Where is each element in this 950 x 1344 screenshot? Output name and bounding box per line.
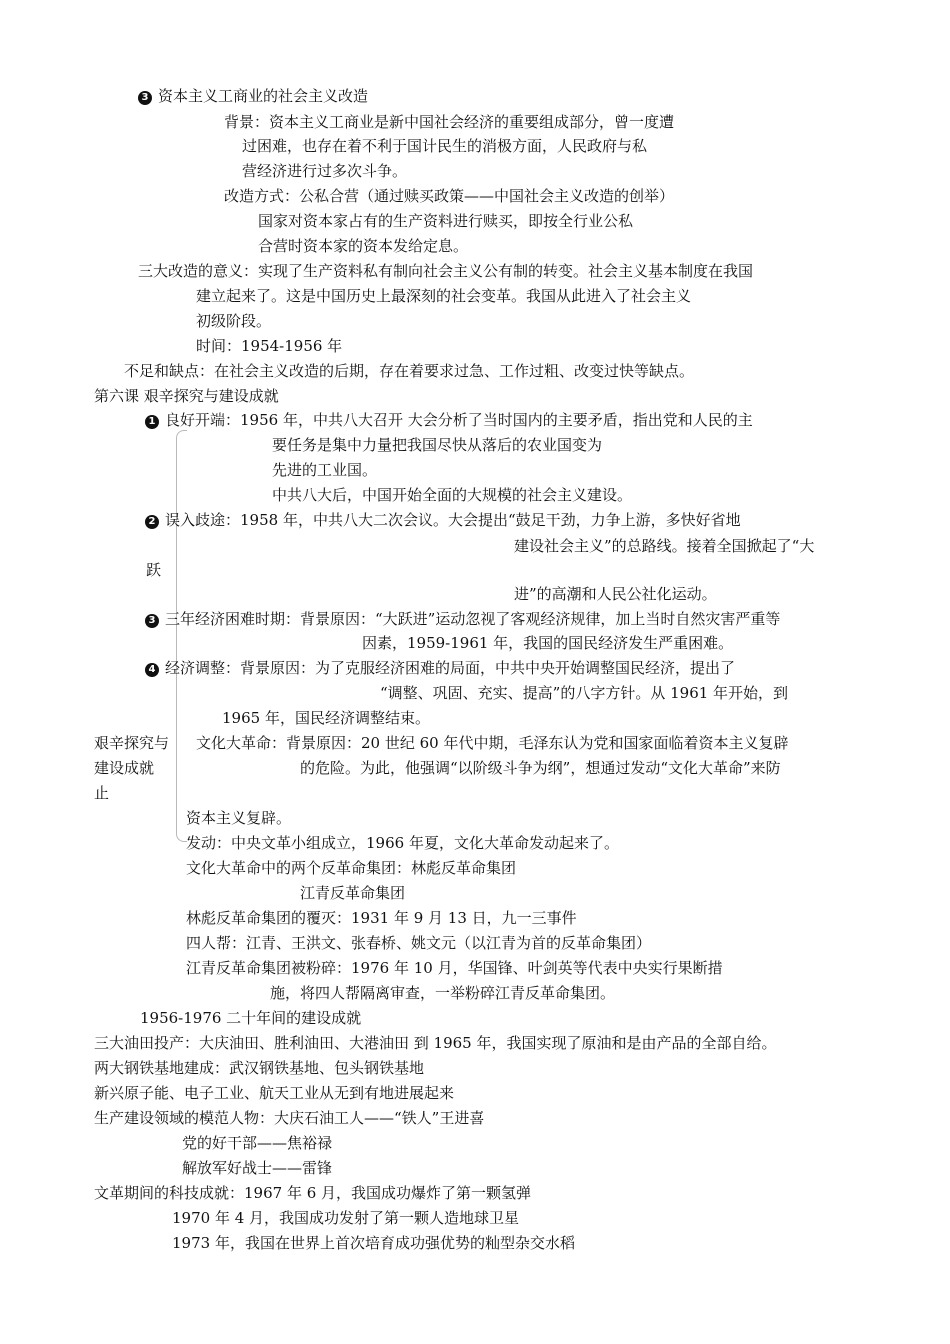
- number-marker: 1: [145, 415, 159, 429]
- side-label-line: 建设成就: [94, 759, 155, 777]
- text-line: 发动：中央文革小组成立，1966 年夏，文化大革命发动起来了。: [186, 834, 619, 852]
- text-line: 解放军好战士——雷锋: [182, 1159, 333, 1177]
- text-line: 生产建设领域的模范人物：大庆石油工人——“铁人”王进喜: [94, 1109, 485, 1127]
- lesson-heading: 第六课 艰辛探究与建设成就: [94, 387, 279, 405]
- section-heading: 1956-1976 二十年间的建设成就: [140, 1009, 362, 1027]
- item-4-line: 4 经济调整：背景原因：为了克服经济困难的局面，中共中央开始调整国民经济，提出了: [145, 658, 735, 678]
- text-line: 国家对资本家占有的生产资料进行赎买，即按全行业公私: [258, 212, 634, 230]
- text-line: 施，将四人帮隔离审查，一举粉碎江青反革命集团。: [270, 984, 616, 1002]
- item-3-heading: 3 资本主义工商业的社会主义改造: [138, 86, 368, 106]
- item-2-line: 2 误入歧途：1958 年，中共八大二次会议。大会提出“鼓足干劲，力争上游，多快好省地: [145, 510, 741, 530]
- side-label-line: 止: [94, 784, 110, 802]
- text-line: 营经济进行过多次斗争。: [242, 162, 408, 180]
- text-line: 中共八大后，中国开始全面的大规模的社会主义建设。: [272, 486, 633, 504]
- number-marker: 3: [138, 91, 152, 105]
- text-line: 建设社会主义”的总路线。接着全国掀起了“大: [514, 537, 815, 555]
- text-line: 先进的工业国。: [272, 461, 378, 479]
- text-line: 江青反革命集团: [300, 884, 406, 902]
- text-line: 时间：1954-1956 年: [196, 337, 343, 355]
- text-line: 建立起来了。这是中国历史上最深刻的社会变革。我国从此进入了社会主义: [196, 287, 692, 305]
- text-line: 资本主义复辟。: [186, 809, 292, 827]
- text-line: 1970 年 4 月，我国成功发射了第一颗人造地球卫星: [172, 1209, 520, 1227]
- text-line: 新兴原子能、电子工业、航天工业从无到有地进展起来: [94, 1084, 455, 1102]
- text-line: 两大钢铁基地建成：武汉钢铁基地、包头钢铁基地: [94, 1059, 425, 1077]
- text-line: 林彪反革命集团的覆灭：1931 年 9 月 13 日，九一三事件: [186, 909, 577, 927]
- text-line: 的危险。为此，他强调“以阶级斗争为纲”，想通过发动“文化大革命”来防: [300, 759, 781, 777]
- text-line: 因素，1959-1961 年，我国的国民经济发生严重困难。: [362, 634, 734, 652]
- number-marker: 4: [145, 663, 159, 677]
- text-line: 不足和缺点：在社会主义改造的后期，存在着要求过急、工作过粗、改变过快等缺点。: [124, 362, 695, 380]
- text-line: 文化大革命中的两个反革命集团：林彪反革命集团: [186, 859, 517, 877]
- text-line: 党的好干部——焦裕禄: [182, 1134, 333, 1152]
- text-line: 1965 年，国民经济调整结束。: [222, 709, 430, 727]
- text-line: 四人帮：江青、王洪文、张春桥、姚文元（以江青为首的反革命集团）: [186, 934, 652, 952]
- text-line: 三大改造的意义：实现了生产资料私有制向社会主义公有制的转变。社会主义基本制度在我国: [138, 262, 754, 280]
- text-line: 文革期间的科技成就：1967 年 6 月，我国成功爆炸了第一颗氢弹: [94, 1184, 532, 1202]
- text-line: 文化大革命：背景原因：20 世纪 60 年代中期，毛泽东认为党和国家面临着资本主义复辟: [196, 734, 789, 752]
- number-marker: 2: [145, 515, 159, 529]
- text-line: 1973 年，我国在世界上首次培育成功强优势的籼型杂交水稻: [172, 1234, 575, 1252]
- text-line: 合营时资本家的资本发给定息。: [258, 237, 469, 255]
- text-line: 江青反革命集团被粉碎：1976 年 10 月，华国锋、叶剑英等代表中央实行果断措: [186, 959, 723, 977]
- text-line: 过困难，也存在着不利于国计民生的消极方面，人民政府与私: [242, 137, 648, 155]
- item-3-line: 3 三年经济困难时期：背景原因：“大跃进”运动忽视了客观经济规律，加上当时自然灾害严重等: [145, 609, 780, 629]
- text-line: 要任务是集中力量把我国尽快从落后的农业国变为: [272, 436, 603, 454]
- side-label-line: 艰辛探究与: [94, 734, 170, 752]
- text-line: 跃: [146, 561, 162, 579]
- text-line: 进”的高潮和人民公社化运动。: [514, 585, 717, 603]
- number-marker: 3: [145, 614, 159, 628]
- text-line: 背景：资本主义工商业是新中国社会经济的重要组成部分，曾一度遭: [224, 113, 675, 131]
- text-line: 初级阶段。: [196, 312, 272, 330]
- brace-bracket: [176, 430, 187, 842]
- text-line: 三大油田投产：大庆油田、胜利油田、大港油田 到 1965 年，我国实现了原油和是由产品的全部自给。: [94, 1034, 777, 1052]
- item-1-line: 1 良好开端：1956 年，中共八大召开 大会分析了当时国内的主要矛盾，指出党和人民的主: [145, 410, 753, 430]
- text-line: “调整、巩固、充实、提高”的八字方针。从 1961 年开始，到: [380, 684, 789, 702]
- text-line: 改造方式：公私合营（通过赎买政策——中国社会主义改造的创举）: [224, 187, 675, 205]
